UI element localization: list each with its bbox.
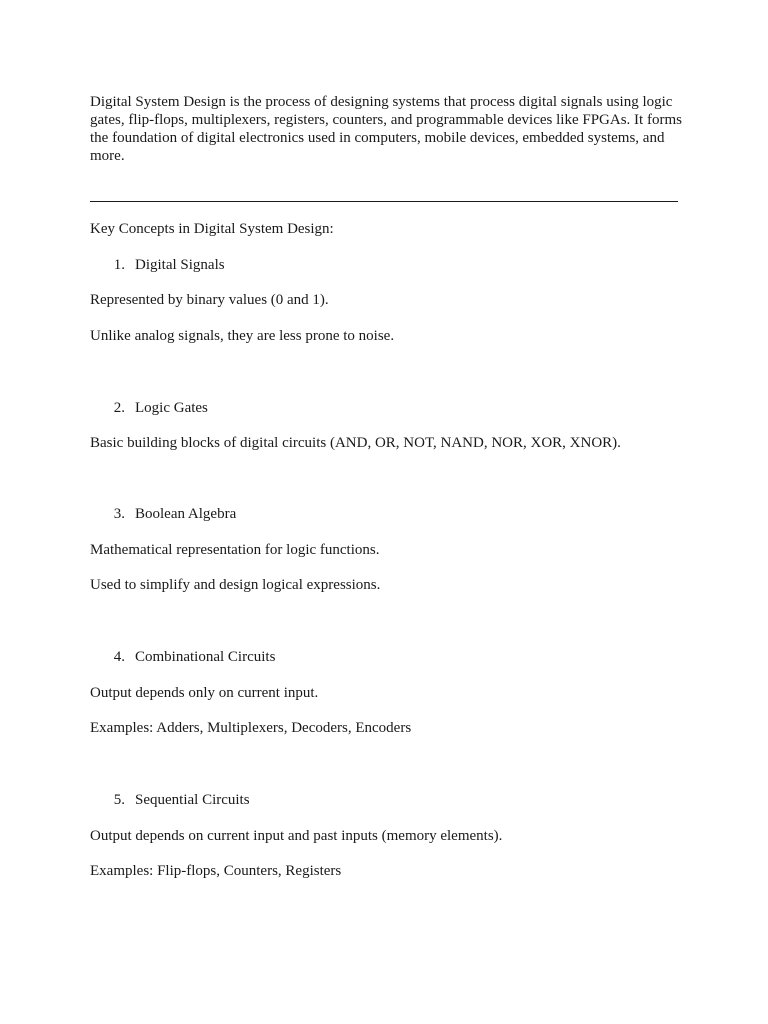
section-line: Output depends only on current input. [90,685,319,701]
section-number: 5. [113,792,125,808]
section-heading-sequential-circuits [90,791,250,809]
section-line: Used to simplify and design logical expressions. [90,577,381,593]
section-heading-logic-gates [90,399,208,417]
section-heading-digital-signals [90,256,225,274]
section-title: Logic Gates [135,400,208,416]
section-title: Digital Signals [135,257,225,273]
section-line: Unlike analog signals, they are less prone to noise. [90,328,395,344]
section-title: Sequential Circuits [135,792,250,808]
section-number: 4. [113,649,125,665]
section-line: Examples: Adders, Multiplexers, Decoders, Encoders [90,720,412,736]
section-line: Mathematical representation for logic functions. [90,542,380,558]
section-line: Output depends on current input and past inputs (memory elements). [90,828,503,844]
section-heading-boolean-algebra [90,505,236,523]
section-line: Basic building blocks of digital circuits (AND, OR, NOT, NAND, NOR, XOR, XNOR). [90,435,621,451]
intro-paragraph: Digital System Design is the process of designing systems that process digital signals using logic gates, flip-flops, multiplexers, registers, counters, and programmable devices like FPGAs. It forms the foundation of digital electronics used in computers, mobile devices, embedded systems, and more. [90,94,682,164]
section-title: Combinational Circuits [135,649,276,665]
section-heading-combinational-circuits [90,648,275,666]
section-line: Examples: Flip-flops, Counters, Registers [90,863,342,879]
section-number: 1. [113,257,125,273]
key-concepts-heading: Key Concepts in Digital System Design: [90,221,334,237]
section-title: Boolean Algebra [135,506,237,522]
horizontal-divider [90,201,678,202]
section-line: Represented by binary values (0 and 1). [90,292,329,308]
section-number: 3. [113,506,125,522]
section-number: 2. [113,400,125,416]
